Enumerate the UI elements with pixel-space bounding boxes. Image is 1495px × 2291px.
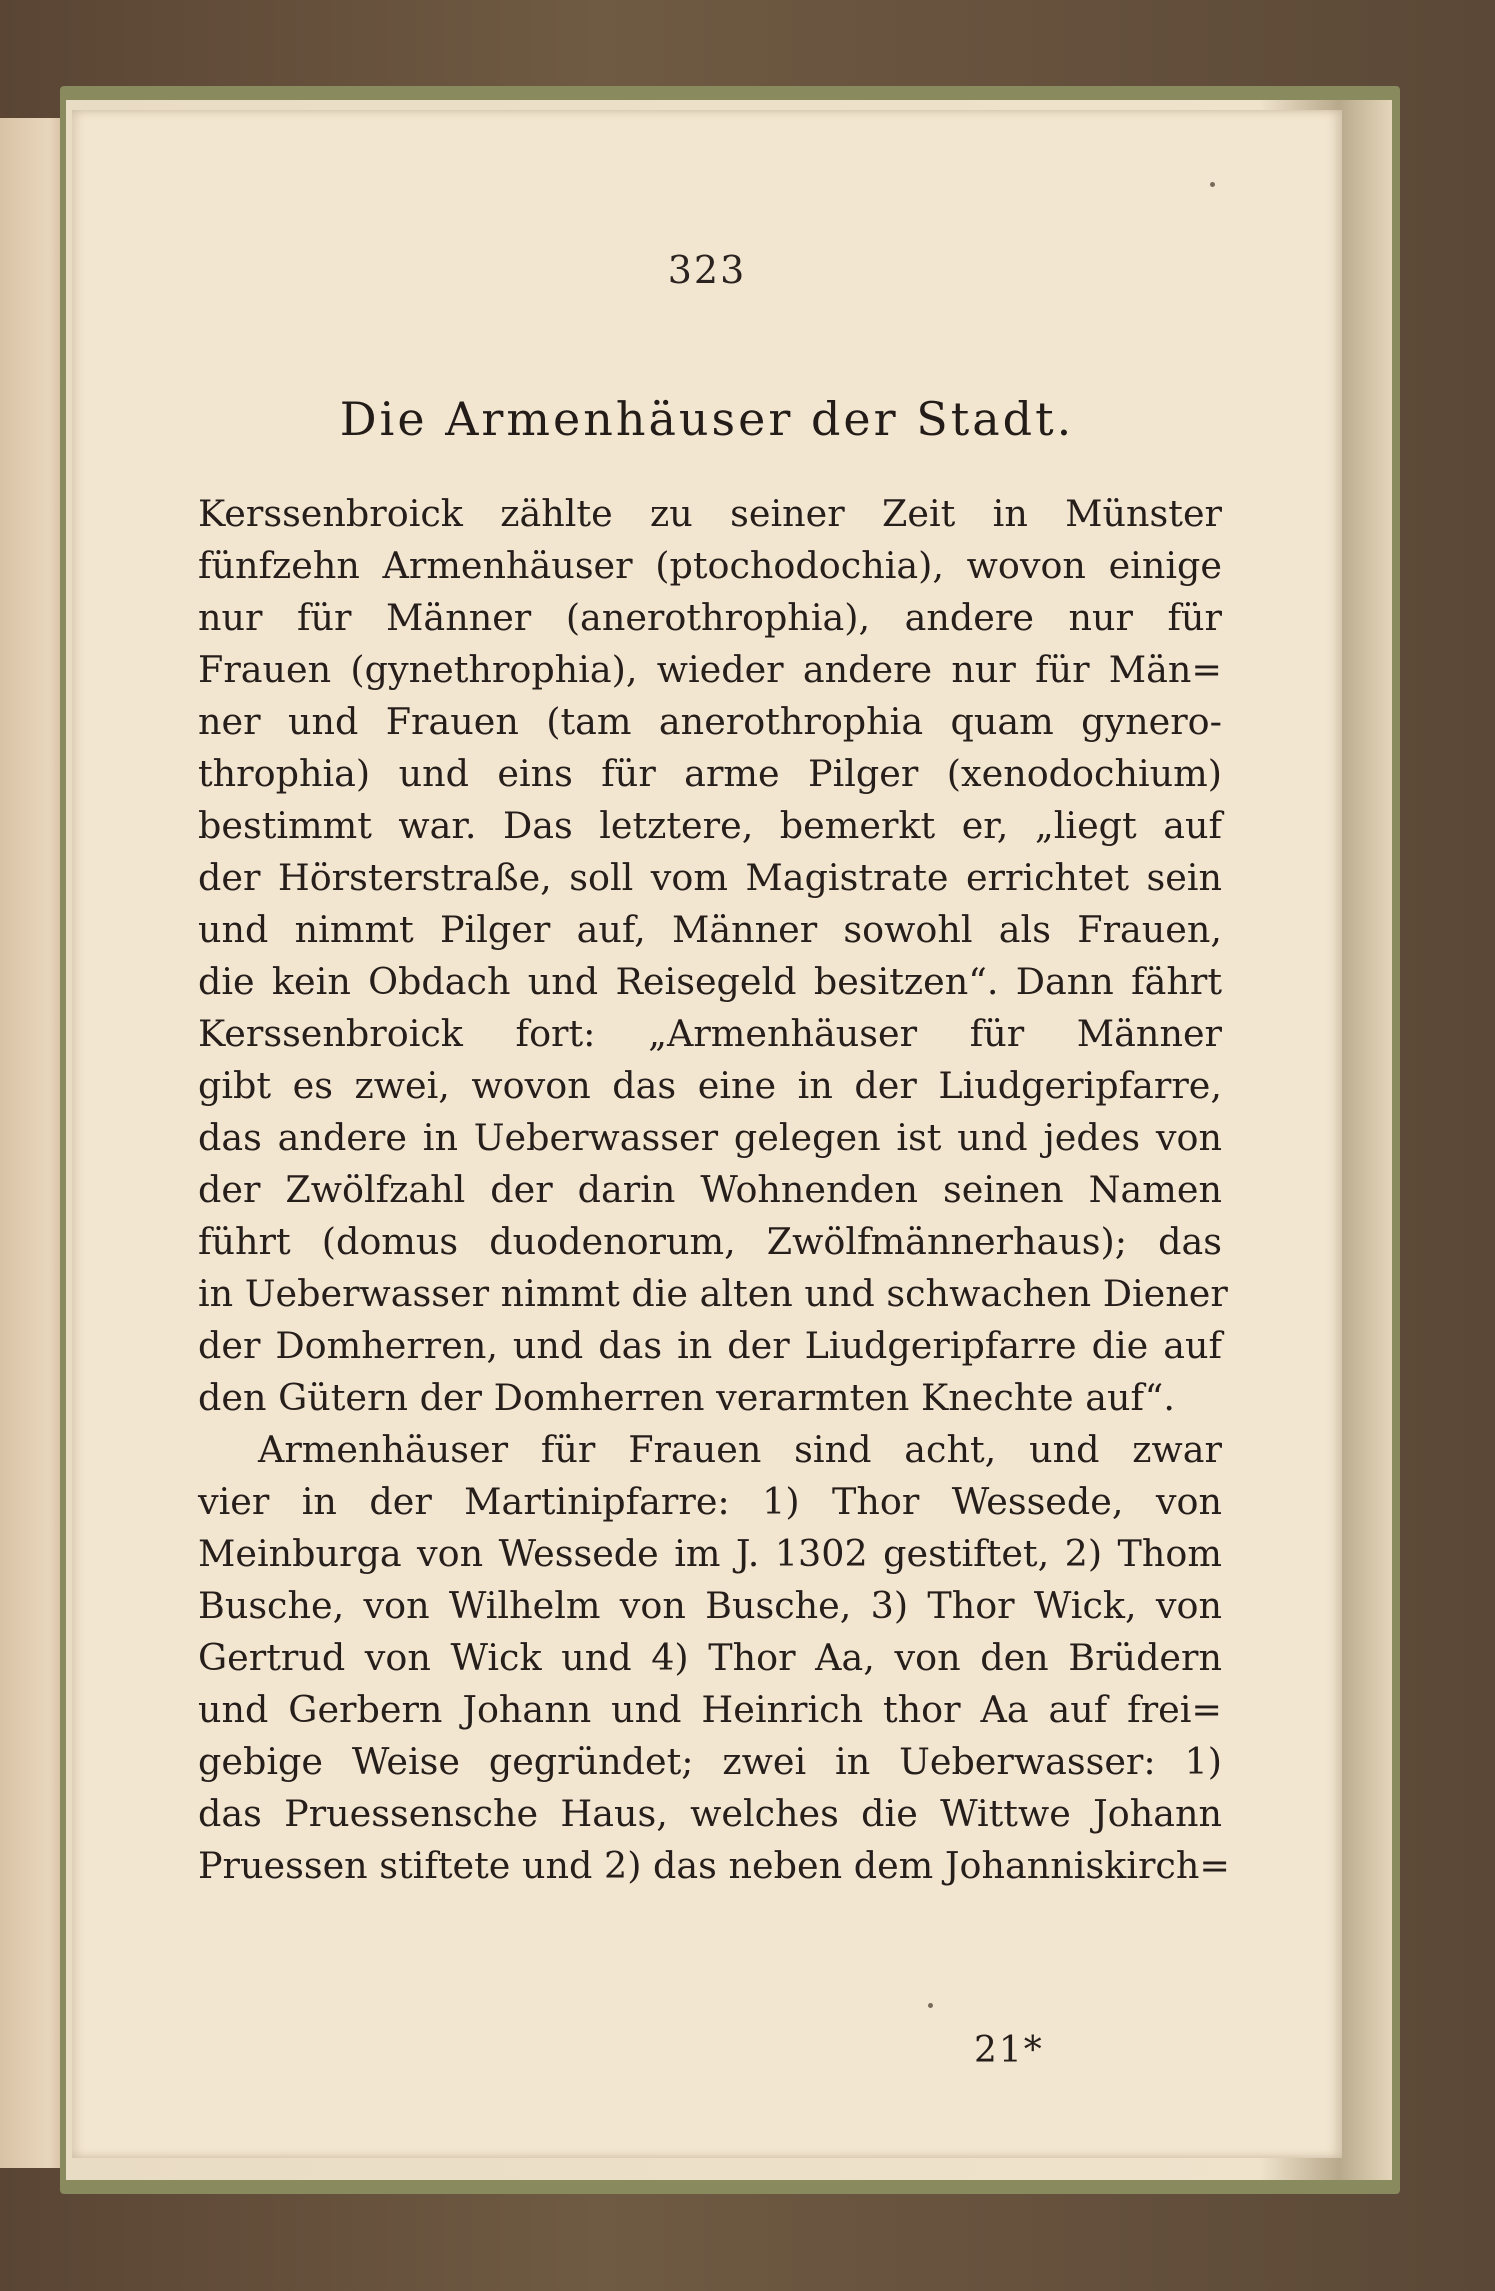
text-line: throphia) und eins für arme Pilger (xenodochium) bbox=[198, 752, 1222, 795]
text-line: ner und Frauen (tam anerothrophia quam gynero- bbox=[198, 700, 1222, 743]
text-line: Armenhäuser für Frauen sind acht, und zwar bbox=[258, 1428, 1222, 1471]
text-line: Pruessen stiftete und 2) das neben dem Johanniskirch= bbox=[198, 1844, 1230, 1887]
text-line: Gertrud von Wick und 4) Thor Aa, von den Brüdern bbox=[198, 1636, 1222, 1679]
text-line: Kerssenbroick fort: „Armenhäuser für Männer bbox=[198, 1012, 1222, 1055]
text-line: Frauen (gynethrophia), wieder andere nur für Män= bbox=[198, 648, 1222, 691]
text-line: das andere in Ueberwasser gelegen ist und jedes von bbox=[198, 1116, 1222, 1159]
text-line: den Gütern der Domherren verarmten Knechte auf“. bbox=[198, 1376, 1175, 1419]
text-line: führt (domus duodenorum, Zwölfmännerhaus); das bbox=[198, 1220, 1222, 1263]
text-line: gibt es zwei, wovon das eine in der Liudgeripfarre, bbox=[198, 1064, 1222, 1107]
paper-speck bbox=[1210, 182, 1215, 187]
text-line: und nimmt Pilger auf, Männer sowohl als Frauen, bbox=[198, 908, 1222, 951]
book-page bbox=[72, 110, 1342, 2158]
text-line: fünfzehn Armenhäuser (ptochodochia), wovon einige bbox=[198, 544, 1222, 587]
text-line: der Zwölfzahl der darin Wohnenden seinen Namen bbox=[198, 1168, 1222, 1211]
text-line: die kein Obdach und Reisegeld besitzen“. Dann fährt bbox=[198, 960, 1222, 1003]
text-line: gebige Weise gegründet; zwei in Ueberwasser: 1) bbox=[198, 1740, 1222, 1783]
page-number: 323 bbox=[667, 248, 747, 292]
text-line: der Domherren, und das in der Liudgeripfarre die auf bbox=[198, 1324, 1222, 1367]
text-line: bestimmt war. Das letztere, bemerkt er, „liegt auf bbox=[198, 804, 1222, 847]
text-line: in Ueberwasser nimmt die alten und schwachen Diener bbox=[198, 1272, 1228, 1315]
text-line: der Hörsterstraße, soll vom Magistrate errichtet sein bbox=[198, 856, 1222, 899]
text-line: das Pruessensche Haus, welches die Wittwe Johann bbox=[198, 1792, 1222, 1835]
text-line: Meinburga von Wessede im J. 1302 gestiftet, 2) Thom bbox=[198, 1532, 1222, 1575]
paper-speck bbox=[928, 2003, 933, 2008]
text-line: Kerssenbroick zählte zu seiner Zeit in Münster bbox=[198, 492, 1222, 535]
chapter-title: Die Armenhäuser der Stadt. bbox=[339, 392, 1075, 446]
text-line: nur für Männer (anerothrophia), andere nur für bbox=[198, 596, 1222, 639]
text-line: und Gerbern Johann und Heinrich thor Aa auf frei= bbox=[198, 1688, 1222, 1731]
body-text bbox=[198, 488, 1230, 1892]
signature-mark: 21* bbox=[974, 2030, 1044, 2071]
text-line: Busche, von Wilhelm von Busche, 3) Thor Wick, von bbox=[198, 1584, 1222, 1627]
text-line: vier in der Martinipfarre: 1) Thor Wessede, von bbox=[198, 1480, 1222, 1523]
